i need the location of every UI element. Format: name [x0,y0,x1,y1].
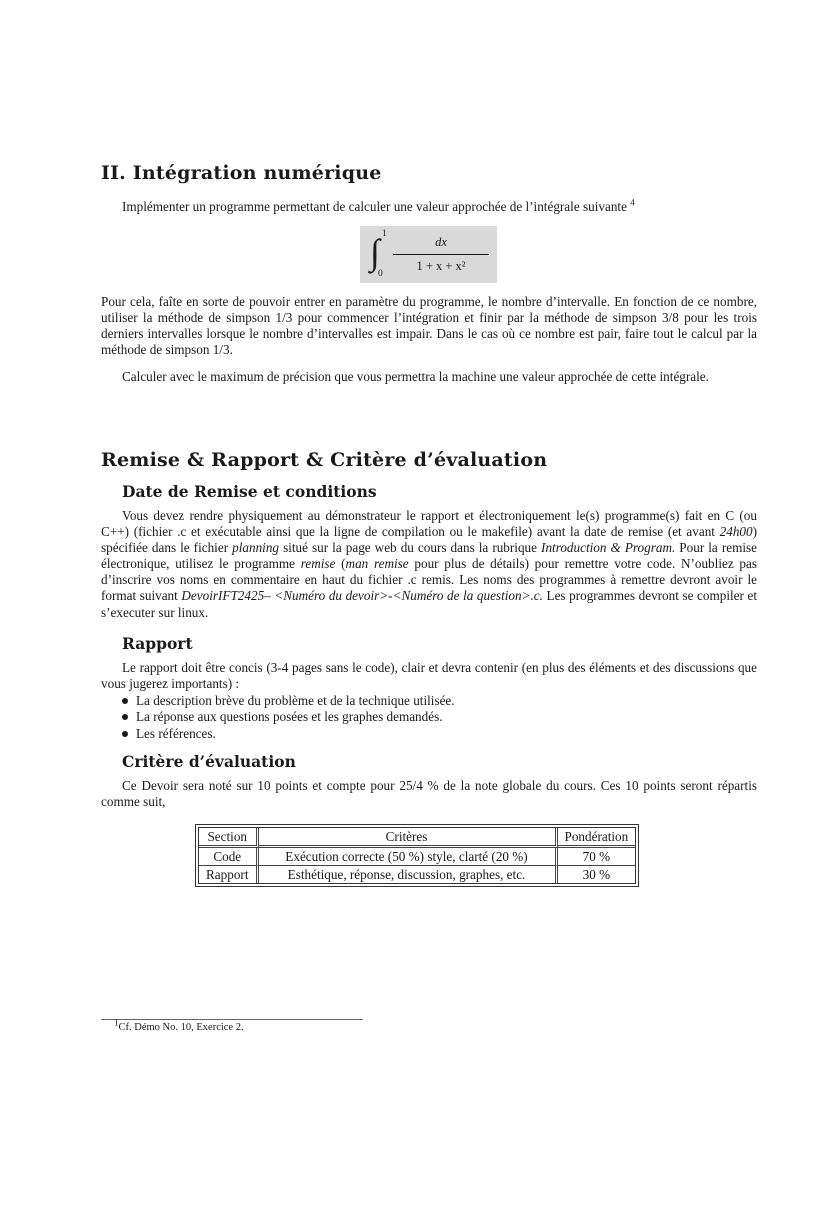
table-row [199,848,635,866]
table-header-row [199,828,635,848]
remise-text-7: Les programmes devront se compiler et s’executer sur linux. [101,588,757,620]
planning-file: planning [232,540,280,556]
footnote-divider [101,1019,363,1020]
subsection-title-date: Date de Remise et conditions [122,482,377,501]
remise-text-2: ) spécifiée dans le fichier [101,524,757,556]
critere-paragraph: Ce Devoir sera noté sur 10 points et compte pour 25/4 % de la note globale du cours. Ces 10 points seront répartis comme suit, [101,778,757,810]
rubrique-name: Introduction & Program. [541,540,676,556]
list-item: La description brève du problème et de la technique utilisée. [122,693,455,709]
intro-footnote-mark: 4 [630,197,635,208]
intro-text: Implémenter un programme permettant de calculer une valeur approchée de l’intégrale suivante [122,199,627,214]
table-cell: Rapport [199,866,259,883]
table-row [199,866,635,883]
remise-paragraph [101,508,757,621]
section-title-remise: Remise & Rapport & Critère d’évaluation [101,449,548,471]
integral-numerator: dx [435,235,447,249]
remise-time: 24h00 [719,524,753,540]
intro-paragraph [122,199,778,215]
footnote-mark: 1 [114,1017,119,1028]
remise-text-5: ( [335,556,346,572]
list-item: La réponse aux questions posées et les graphes demandés. [122,709,455,725]
precision-paragraph: Calculer avec le maximum de précision que vous permettra la machine une valeur approchée de cette intégrale. [122,369,709,384]
remise-text-3: situé sur la page web du cours dans la rubrique [279,540,542,556]
table-header-cell: Pondération [558,828,636,848]
filename-format: DevoirIFT2425– <Numéro du devoir>-<Numéro de la question>.c. [181,588,543,604]
footnote-text: Cf. Démo No. 10, Exercice 2. [118,1022,244,1033]
table-cell: Esthétique, réponse, discussion, graphes, etc. [259,866,558,883]
remise-program: remise [300,556,336,572]
footnote [114,1017,244,1033]
integral-denominator: 1 + x + x² [416,259,466,273]
list-item: Les références. [122,726,455,742]
rapport-paragraph: Le rapport doit être concis (3-4 pages sans le code), clair et devra contenir (en plus des éléments et des discussions que vous jugerez importants) : [101,660,757,692]
remise-text-1: Vous devez rendre physiquement au démonstrateur le rapport et électroniquement le(s) programme(s) fait en C (ou C++) (fichier .c et exécutable ainsi que la ligne de compilation ou le makefile) avant la date de remise (et avant [101,508,757,540]
table-header-cell: Critères [259,828,558,848]
subsection-title-rapport: Rapport [122,634,193,653]
table-cell: 70 % [558,848,636,866]
table-cell: 30 % [582,867,611,882]
integral-lower-bound: 0 [378,269,383,279]
table-cell: Code [199,848,259,866]
fraction-bar [393,254,489,255]
table-header-cell: Section [199,828,259,848]
section-title-integration: II. Intégration numérique [101,162,382,184]
man-remise: man remise [345,556,409,572]
integral-sign: ∫ [370,232,380,272]
integral-formula [360,226,497,283]
remise-text-4: Pour la remise électronique, utilisez le programme [101,540,757,572]
subsection-title-critere: Critère d’évaluation [122,752,296,771]
remise-text-6: pour plus de détails) pour remettre votre code. N’oubliez pas d’inscrire vos noms en commentaire en haut du fichier .c remis. Les noms des programmes à remettre devront avoir le format suivant [101,556,757,604]
method-paragraph: Pour cela, faîte en sorte de pouvoir entrer en paramètre du programme, le nombre d’intervalle. En fonction de ce nombre, utiliser la méthode de simpson 1/3 pour commencer l’intégration et finir par la méthode de simpson 3/8 pour les trois derniers intervalles lorsque le nombre d’intervalles est impair. Dans le cas où ce nombre est pair, faire tout le calcul par la méthode de simpson 1/3. [101,294,757,358]
criteria-table [198,827,636,884]
table-cell: Exécution correcte (50 %) style, clarté (20 %) [259,848,558,866]
rapport-bullet-list [122,693,455,742]
integral-upper-bound: 1 [382,229,387,239]
